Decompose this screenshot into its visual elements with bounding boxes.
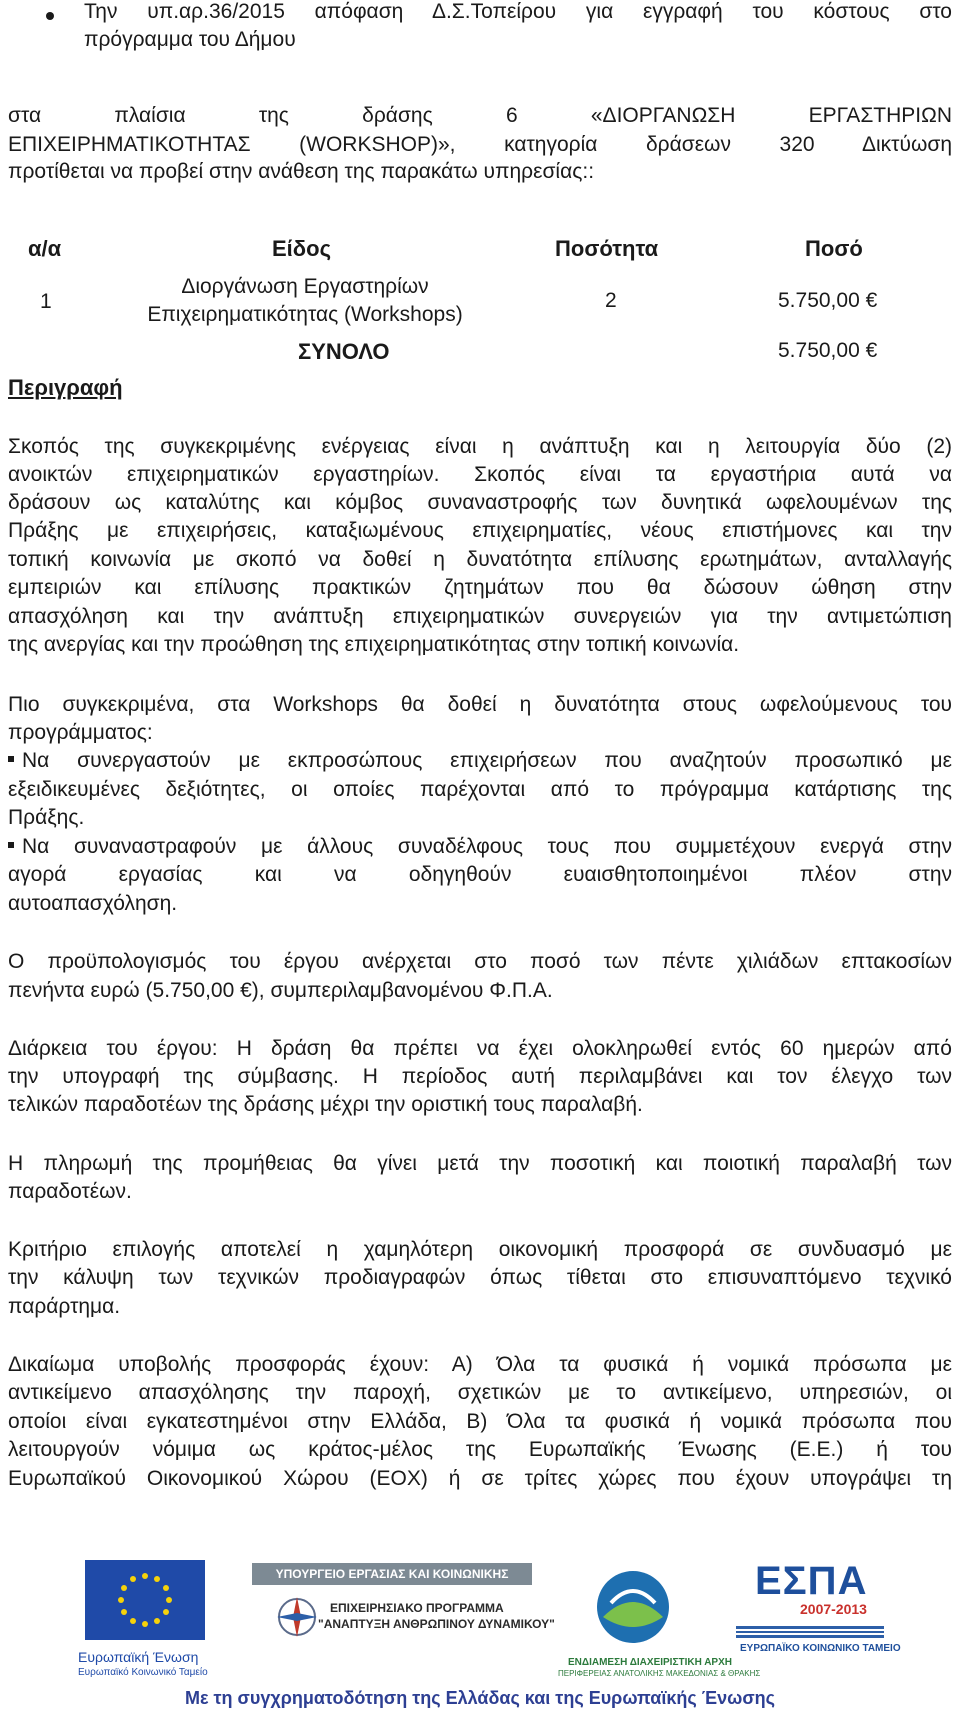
header-aa: α/α bbox=[28, 236, 62, 261]
desc-p2-line1: Πιο συγκεκριμένα, στα Workshops θα δοθεί η δυνατότητα στους ωφελούμενους του bbox=[8, 693, 952, 716]
desc-p1-line6: εμπειριών και επίλυσης πρακτικών ζητημάτων που θα δώσουν ώθηση στην bbox=[8, 576, 952, 599]
greek-flag-icon bbox=[736, 1625, 884, 1637]
bullet2-line2: αγορά εργασίας και να οδηγηθούν ευαισθητοποιημένοι πλέον στην bbox=[8, 863, 952, 886]
criterion-line1: Κριτήριο επιλογής αποτελεί η χαμηλότερη οικονομική προσφορά σε συνδυασμό με bbox=[8, 1238, 952, 1261]
square-bullet-icon bbox=[8, 756, 14, 762]
intro-bullet-line1: Την υπ.αρ.36/2015 απόφαση Δ.Σ.Τοπείρου για εγγραφή του κόστους στο bbox=[84, 0, 952, 23]
row-eidos-line2: Επιχειρηματικότητας (Workshops) bbox=[147, 303, 463, 326]
espa-caption: ΕΥΡΩΠΑΪΚΟ ΚΟΙΝΩΝΙΚΟ ΤΑΜΕΙΟ bbox=[740, 1643, 901, 1654]
right-line4: λειτουργούν νόμιμα ως κράτος-μέλος της Ευρωπαϊκής Ένωσης (Ε.Ε.) ή του bbox=[8, 1438, 952, 1461]
bullet1-line3: Πράξης. bbox=[8, 806, 85, 829]
header-posotita: Ποσότητα bbox=[555, 236, 659, 261]
intro-para-line3: προτίθεται να προβεί στην ανάθεση της παρακάτω υπηρεσίας:: bbox=[8, 160, 595, 183]
programme-line2: "ΑΝΑΠΤΥΞΗ ΑΝΘΡΩΠΙΝΟΥ ΔΥΝΑΜΙΚΟΥ" bbox=[318, 1617, 555, 1631]
authority-line1: ΕΝΔΙΑΜΕΣΗ ΔΙΑΧΕΙΡΙΣΤΙΚΗ ΑΡΧΗ bbox=[568, 1657, 732, 1668]
desc-p1-line2: ανοικτών επιχειρηματικών εργαστηρίων. Σκοπός είναι τα εργαστήρια αυτά να bbox=[8, 463, 952, 486]
intro-bullet bbox=[0, 0, 960, 60]
header-poso: Ποσό bbox=[805, 236, 863, 261]
row-poso: 5.750,00 € bbox=[778, 289, 878, 312]
desc-p1-line3: δράσουν ως καταλύτης και κόμβος συναναστροφής των δυνητικά ωφελουμένων της bbox=[8, 491, 952, 514]
right-line3: οποίοι είναι εγκατεστημένοι στην Ελλάδα, Β) Όλα τα φυσικά ή νομικά πρόσωπα που bbox=[8, 1410, 952, 1433]
duration-line3: τελικών παραδοτέων της δράσης μέχρι την οριστική τους παραλαβή. bbox=[8, 1093, 643, 1116]
criterion-line2: την κάλυψη των τεχνικών προδιαγραφών όπως τίθεται στο επισυναπτόμενο τεχνικό bbox=[8, 1266, 952, 1289]
cofunding-banner: Με τη συγχρηματοδότηση της Ελλάδας και της Ευρωπαϊκής Ένωσης bbox=[184, 1688, 776, 1708]
row-eidos-line1: Διοργάνωση Εργαστηρίων bbox=[181, 275, 429, 298]
total-label: ΣΥΝΟΛΟ bbox=[298, 339, 390, 364]
ministry-banner: ΥΠΟΥΡΓΕΙΟ ΕΡΓΑΣΙΑΣ ΚΑΙ ΚΟΙΝΩΝΙΚΗΣ ΑΣΦΑΛΙΣΗΣ bbox=[252, 1563, 532, 1585]
desc-p1-line8: της ανεργίας και την προώθηση της επιχειρηματικότητας στην τοπική κοινωνία. bbox=[8, 633, 740, 656]
desc-p1-line1: Σκοπός της συγκεκριμένης ενέργειας είναι η ανάπτυξη και η λειτουργία δύο (2) bbox=[8, 435, 952, 458]
espa-logo-text: ΕΣΠΑ bbox=[755, 1559, 868, 1603]
footer-logos bbox=[0, 1545, 960, 1685]
right-line2: αντικείμενο απασχόλησης την παροχή, σχετικών με το αντικείμενο, υπηρεσιών, οι bbox=[8, 1381, 952, 1404]
row-aa: 1 bbox=[40, 290, 52, 313]
bullet2-line3: αυτοαπασχόληση. bbox=[8, 892, 178, 915]
bullet1-line1: Να συνεργαστούν με εκπροσώπους επιχειρήσεων που αναζητούν προσωπικό με bbox=[8, 749, 952, 773]
duration-line1: Διάρκεια του έργου: Η δράση θα πρέπει να έχει ολοκληρωθεί εντός 60 ημερών από bbox=[8, 1037, 952, 1060]
desc-p1-line4: Πράξης με επιχειρήσεις, καταξιωμένους επιχειρηματίες, νέους επιστήμονες και την bbox=[8, 519, 952, 542]
eu-flag-icon bbox=[85, 1560, 205, 1640]
desc-p1-line5: τοπική κοινωνία με σκοπό να δοθεί η δυνατότητα επίλυσης ερωτημάτων, ανταλλαγής bbox=[8, 548, 952, 571]
bullet2-line1: Να συναναστραφούν με άλλους συναδέλφους τους που συμμετέχουν ενεργά στην bbox=[8, 835, 952, 859]
payment-line2: παραδοτέων. bbox=[8, 1180, 132, 1203]
duration-line2: την υπογραφή της σύμβασης. Η περίοδος αυτή περιλαμβάνει και τον έλεγχο των bbox=[8, 1065, 952, 1088]
authority-line2: ΠΕΡΙΦΕΡΕΙΑΣ ΑΝΑΤΟΛΙΚΗΣ ΜΑΚΕΔΟΝΙΑΣ & ΘΡΑΚΗΣ bbox=[558, 1669, 761, 1678]
total-value: 5.750,00 € bbox=[778, 339, 878, 362]
desc-p1-line7: απασχόληση και την ανάπτυξη επιχειρηματικών συνεργειών για την αντιμετώπιση bbox=[8, 605, 952, 628]
payment-line1: Η πληρωμή της προμήθειας θα γίνει μετά την ποσοτική και ποιοτική παραλαβή των bbox=[8, 1152, 952, 1175]
right-line5: Ευρωπαϊκού Οικονομικού Χώρου (ΕΟΧ) ή σε τρίτες χώρες που έχουν υπογράψει τη bbox=[8, 1467, 952, 1490]
desc-p2-line2: προγράμματος: bbox=[8, 721, 153, 744]
budget-line1: Ο προϋπολογισμός του έργου ανέρχεται στο ποσό των πέντε χιλιάδων επτακοσίων bbox=[8, 950, 952, 973]
eu-subcaption: Ευρωπαϊκό Κοινωνικό Ταμείο bbox=[78, 1667, 208, 1678]
criterion-line3: παράρτημα. bbox=[8, 1295, 121, 1318]
bullet-icon bbox=[46, 12, 54, 20]
right-line1: Δικαίωμα υποβολής προσφοράς έχουν: Α) Όλα τα φυσικά ή νομικά πρόσωπα με bbox=[8, 1353, 952, 1376]
square-bullet-icon bbox=[8, 842, 14, 848]
description-heading: Περιγραφή bbox=[8, 375, 123, 400]
row-posotita: 2 bbox=[605, 289, 617, 312]
intro-para-line1: στα πλαίσια της δράσης 6 «ΔΙΟΡΓΑΝΩΣΗ ΕΡΓΑΣΤΗΡΙΩΝ bbox=[8, 104, 952, 127]
intro-para-line2: ΕΠΙΧΕΙΡΗΜΑΤΙΚΟΤΗΤΑΣ (WORKSHOP)», κατηγορία δράσεων 320 Δικτύωση bbox=[8, 133, 952, 156]
programme-line1: ΕΠΙΧΕΙΡΗΣΙΑΚΟ ΠΡΟΓΡΑΜΜΑ bbox=[330, 1601, 504, 1615]
bullet1-line2: εξειδικευμένες δεξιότητες, οι οποίες παρέχονται από το πρόγραμμα κατάρτισης της bbox=[8, 778, 952, 801]
intro-bullet-line2: πρόγραμμα του Δήμου bbox=[84, 28, 296, 51]
compass-icon bbox=[275, 1595, 319, 1639]
budget-line2: πενήντα ευρώ (5.750,00 €), συμπεριλαμβανομένου Φ.Π.Α. bbox=[8, 979, 553, 1002]
espa-years: 2007-2013 bbox=[800, 1601, 867, 1617]
eu-caption: Ευρωπαϊκή Ένωση bbox=[78, 1649, 199, 1665]
managing-authority-logo-icon bbox=[593, 1567, 673, 1647]
header-eidos: Είδος bbox=[272, 236, 332, 261]
